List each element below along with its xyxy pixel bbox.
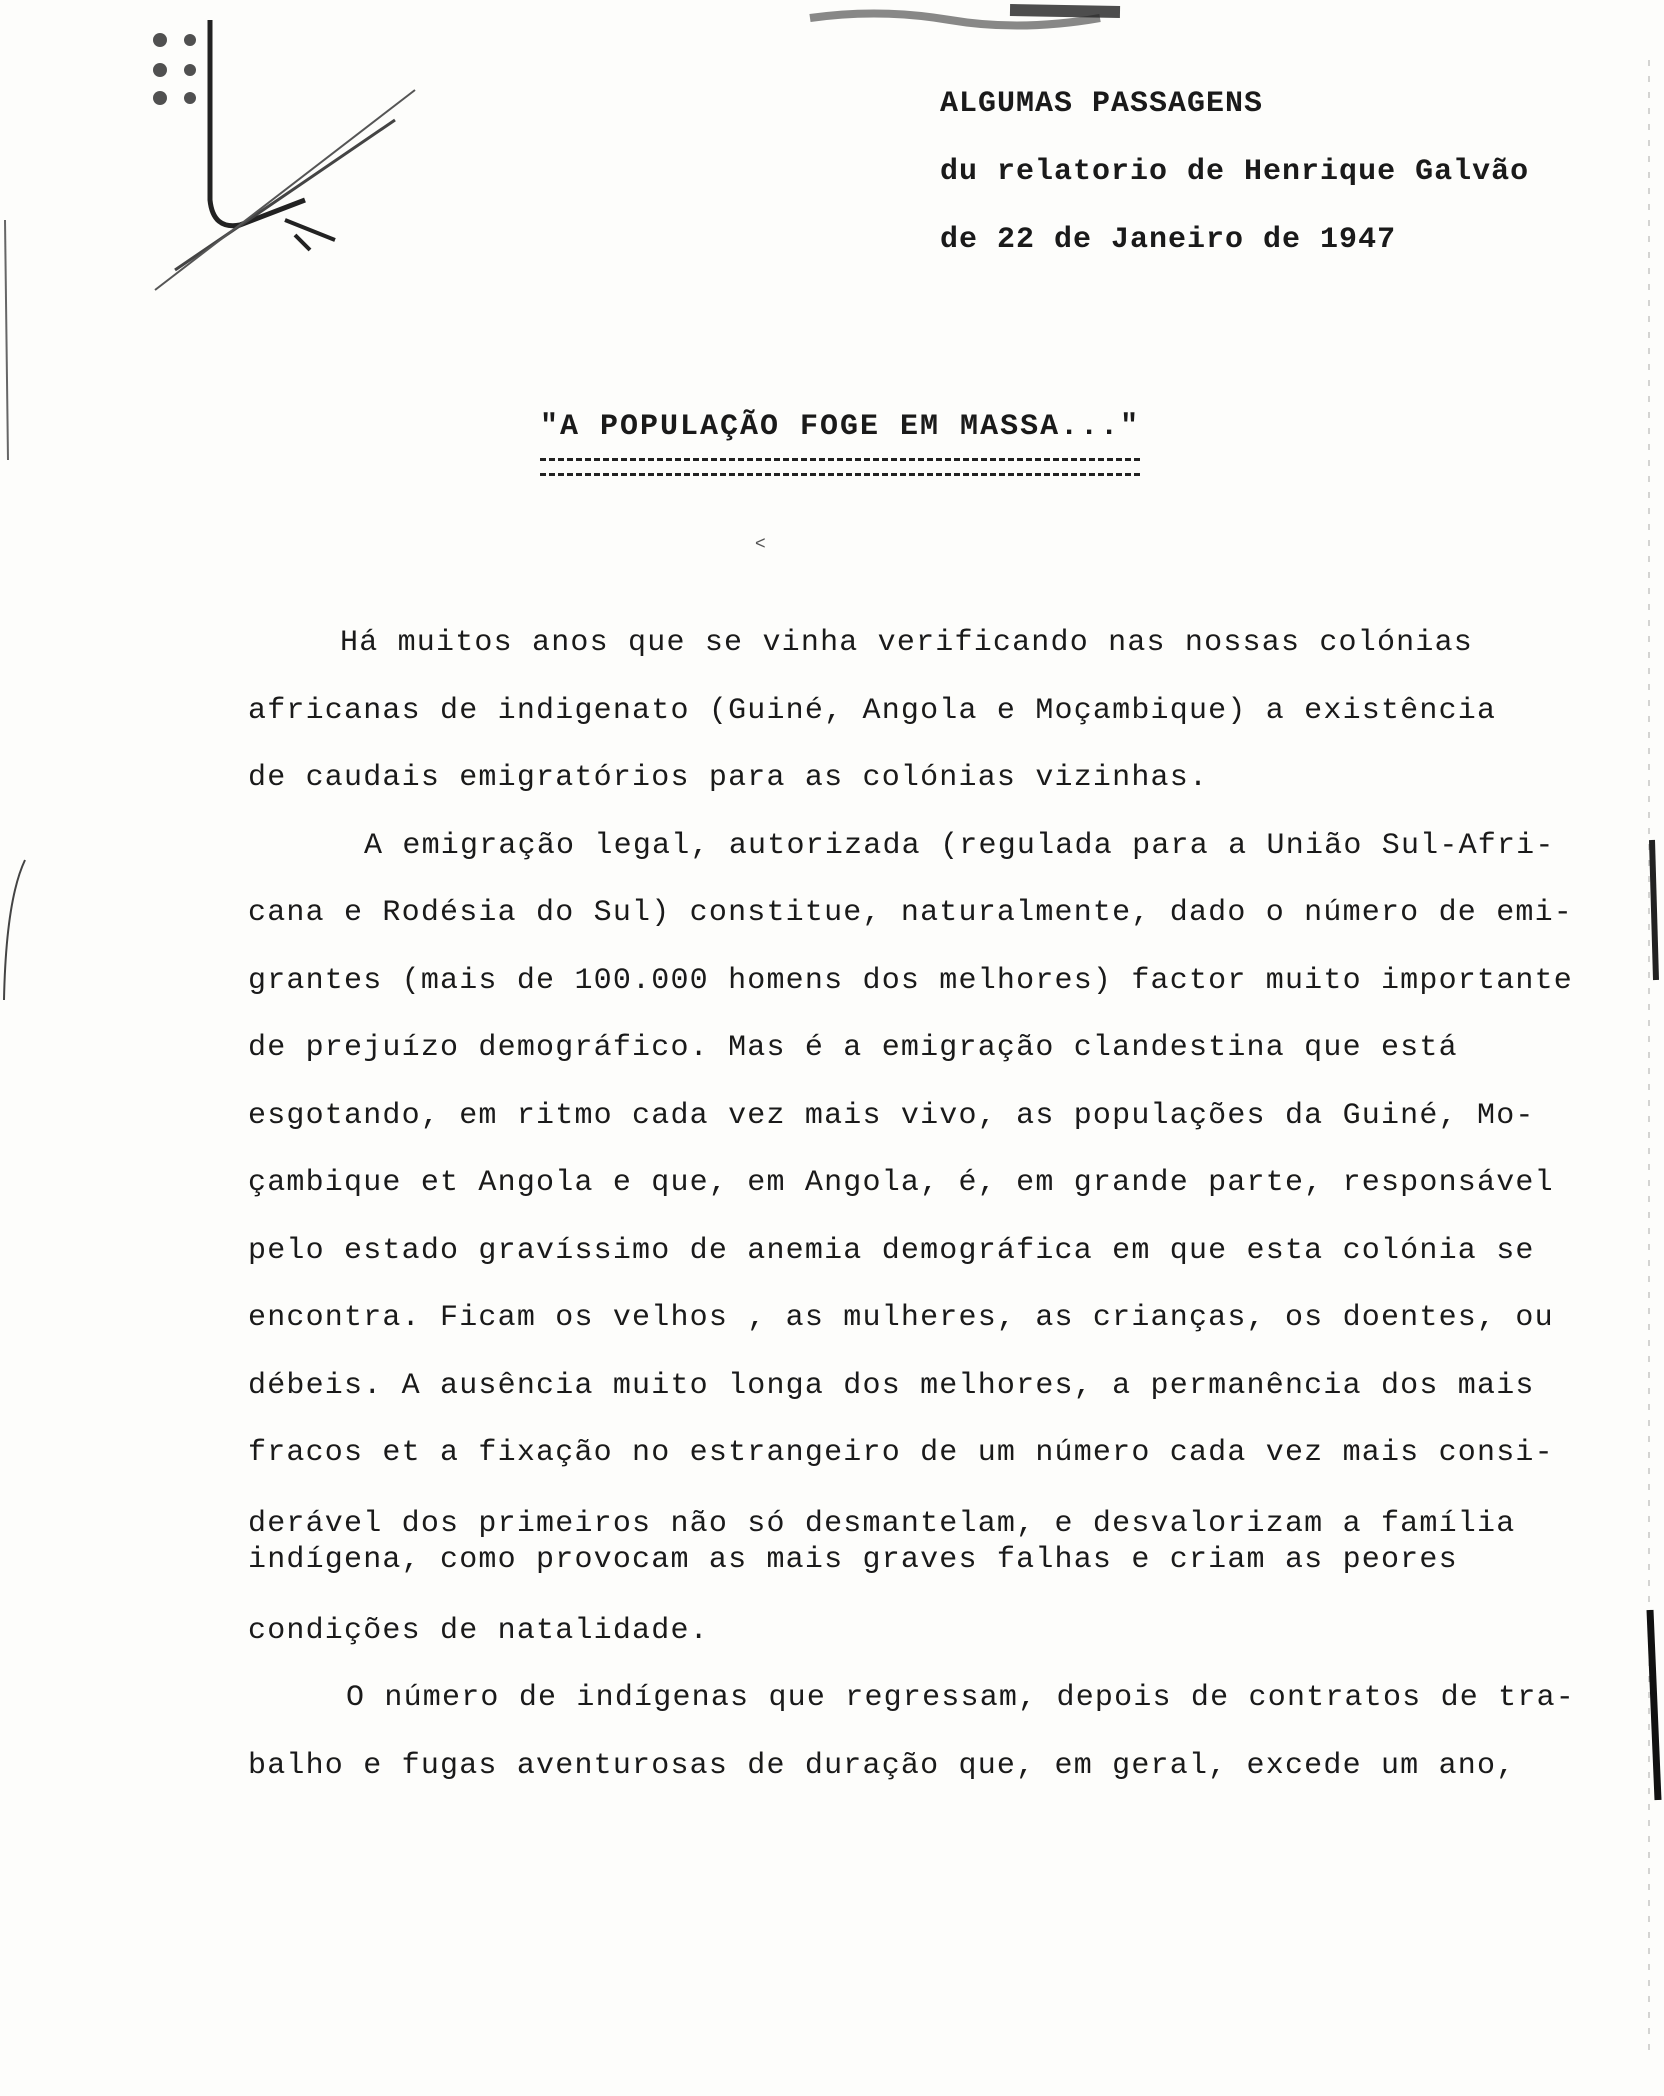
header-line-1: ALGUMAS PASSAGENS (940, 87, 1264, 121)
paper-clip-mark (135, 0, 435, 300)
body-line: encontra. Ficam os velhos , as mulheres, as crianças, os doentes, ou (248, 1301, 1554, 1335)
body-line: de caudais emigratórios para as colónias vizinhas. (248, 761, 1209, 795)
body-line: esgotando, em ritmo cada vez mais vivo, as populações da Guiné, Mo- (248, 1098, 1535, 1133)
body-line: indígena, como provocam as mais graves falhas e criam as peores (248, 1542, 1458, 1577)
body-line: Há muitos anos que se vinha verificando nas nossas colónias (340, 626, 1473, 660)
body-line: fracos et a fixação no estrangeiro de um número cada vez mais consi- (248, 1436, 1554, 1470)
page-edge-marks (1624, 60, 1664, 2060)
body-line: pelo estado gravíssimo de anemia demográfica em que esta colónia se (248, 1233, 1535, 1268)
header-line-3: de 22 de Janeiro de 1947 (940, 223, 1397, 257)
title-underline (540, 458, 1140, 476)
document-header (940, 70, 1529, 274)
body-line: balho e fugas aventurosas de duração que, em geral, excede um ano, (248, 1748, 1516, 1783)
body-line: condições de natalidade. (248, 1613, 709, 1648)
page-edge-marks-left (0, 200, 30, 1800)
document-title: "A POPULAÇÃO FOGE EM MASSA..." (540, 410, 1141, 444)
body-line: grantes (mais de 100.000 homens dos melhores) factor muito importante (248, 963, 1574, 998)
document-body (248, 610, 1608, 1800)
scan-smudge (800, 0, 1200, 40)
stray-mark: ˂ (755, 535, 766, 555)
body-line: A emigração legal, autorizada (regulada para a União Sul-Afri- (364, 828, 1555, 863)
body-line: débeis. A ausência muito longa dos melhores, a permanência dos mais (248, 1368, 1535, 1403)
body-line: O número de indígenas que regressam, depois de contratos de tra- (346, 1681, 1575, 1715)
body-line: çambique et Angola e que, em Angola, é, em grande parte, responsável (248, 1166, 1554, 1200)
body-line: de prejuízo demográfico. Mas é a emigração clandestina que está (248, 1031, 1458, 1065)
body-line: derável dos primeiros não só desmantelam, e desvalorizam a família (248, 1506, 1516, 1541)
body-line: africanas de indigenato (Guiné, Angola e Moçambique) a existência (248, 693, 1497, 728)
header-line-2: du relatorio de Henrique Galvão (940, 155, 1530, 189)
body-line: cana e Rodésia do Sul) constitue, naturalmente, dado o número de emi- (248, 896, 1574, 930)
